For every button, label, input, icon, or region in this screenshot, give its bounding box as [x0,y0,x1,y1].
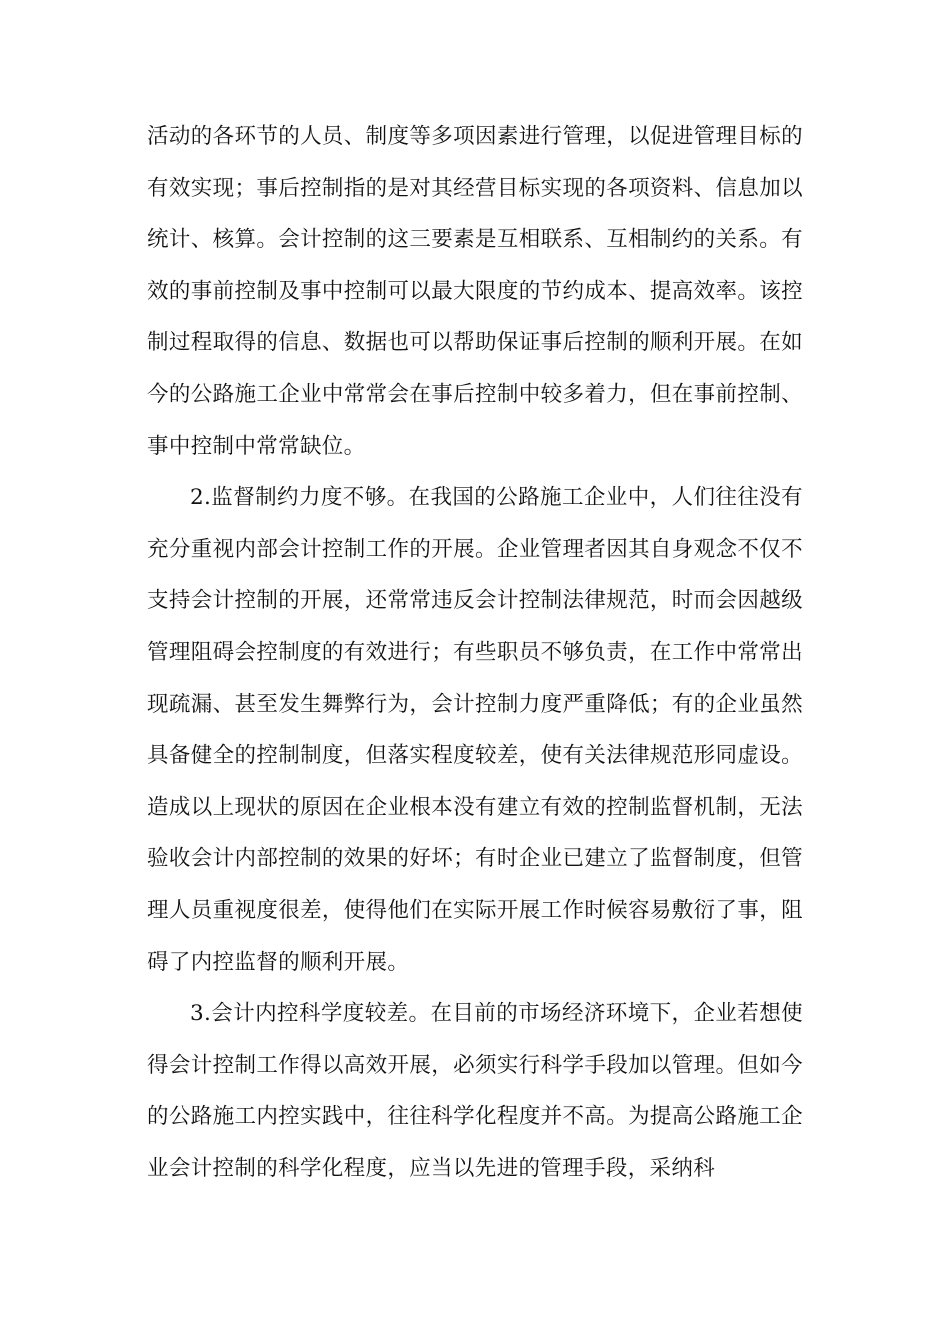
document-body [147,111,803,1194]
paragraph-continuation: 活动的各环节的人员、制度等多项因素进行管理，以促进管理目标的有效实现；事后控制指的是对其经营目标实现的各项资料、信息加以统计、核算。会计控制的这三要素是互相联系、互相制约的关系。有效的事前控制及事中控制可以最大限度的节约成本、提高效率。该控制过程取得的信息、数据也可以帮助保证事后控制的顺利开展。在如今的公路施工企业中常常会在事后控制中较多着力，但在事前控制、事中控制中常常缺位。 [147,124,803,459]
paragraph-supervision: 2.监督制约力度不够。在我国的公路施工企业中，人们往往没有充分重视内部会计控制工作的开展。企业管理者因其自身观念不仅不支持会计控制的开展，还常常违反会计控制法律规范，时而会因越级管理阻碍会控制度的有效进行；有些职员不够负责，在工作中常常出现疏漏、甚至发生舞弊行为，会计控制力度严重降低；有的企业虽然具备健全的控制制度，但落实程度较差，使有关法律规范形同虚设。造成以上现状的原因在企业根本没有建立有效的控制监督机制，无法验收会计内部控制的效果的好坏；有时企业已建立了监督制度，但管理人员重视度很差，使得他们在实际开展工作时候容易敷衍了事，阻碍了内控监督的顺利开展。 [147,485,803,975]
paragraph-scientific-control: 3.会计内控科学度较差。在目前的市场经济环境下，企业若想使得会计控制工作得以高效开展，必须实行科学手段加以管理。但如今的公路施工内控实践中，往往科学化程度并不高。为提高公路施工企业会计控制的科学化程度，应当以先进的管理手段，采纳科 [147,1001,803,1181]
